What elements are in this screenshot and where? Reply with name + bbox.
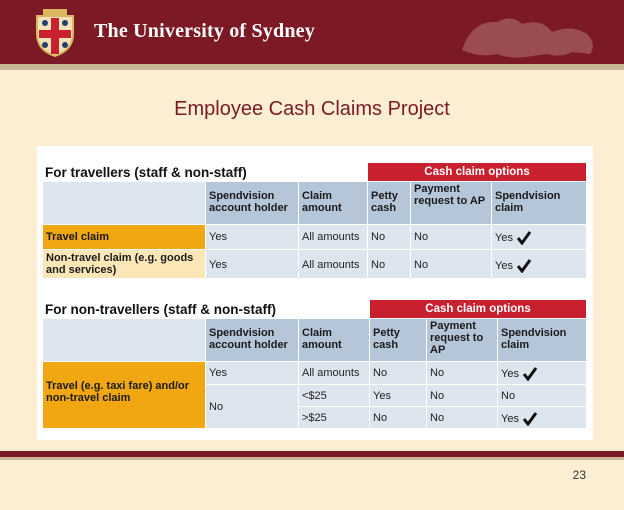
footer-divider-accent bbox=[0, 457, 624, 460]
col-header-amount: Claim amount bbox=[299, 182, 367, 224]
table-cell-value: Yes bbox=[495, 231, 513, 244]
col-header-claim: Spendvision claim bbox=[492, 182, 586, 224]
table-cell: No bbox=[427, 407, 497, 428]
claims-table-panel bbox=[37, 146, 593, 440]
table-cell: No bbox=[370, 407, 426, 428]
col-header-ap: Payment request to AP bbox=[427, 319, 497, 361]
row-label-travel-claim: Travel claim bbox=[43, 225, 205, 249]
row-label-travel-non-travel: Travel (e.g. taxi fare) and/or non-travel claim bbox=[43, 362, 205, 428]
table-cell: No bbox=[427, 385, 497, 406]
table-cell-value: Yes bbox=[501, 367, 519, 380]
table-cell: No bbox=[498, 385, 586, 406]
col-header-petty: Petty cash bbox=[370, 319, 426, 361]
row-label-non-travel-claim: Non-travel claim (e.g. goods and services) bbox=[43, 250, 205, 278]
table-cell: Yes bbox=[206, 250, 298, 278]
col-header-holder: Spendvision account holder bbox=[206, 319, 298, 361]
cash-claim-options-band: Cash claim options bbox=[370, 300, 586, 318]
table-cell: No bbox=[370, 362, 426, 384]
col-header-ap: Payment request to AP bbox=[411, 182, 491, 224]
table-cell: <$25 bbox=[299, 385, 369, 406]
table-cell-value: Yes bbox=[501, 412, 519, 425]
table-cell: Yes bbox=[206, 362, 298, 384]
checkmark-icon bbox=[522, 412, 538, 426]
table-cell: Yes bbox=[370, 385, 426, 406]
section-heading-non-travellers: For non-travellers (staff & non-staff) bbox=[45, 302, 277, 317]
col-header-claim: Spendvision claim bbox=[498, 319, 586, 361]
header-blank-cell bbox=[43, 182, 205, 224]
table-cell: All amounts bbox=[299, 225, 367, 249]
table-cell: No bbox=[411, 225, 491, 249]
slide-title: Employee Cash Claims Project bbox=[174, 98, 450, 120]
col-header-amount: Claim amount bbox=[299, 319, 369, 361]
table-cell: No bbox=[368, 225, 410, 249]
checkmark-icon bbox=[516, 259, 532, 273]
page-number: 23 bbox=[572, 468, 586, 482]
section-heading-travellers: For travellers (staff & non-staff) bbox=[45, 165, 247, 180]
cash-claim-options-band: Cash claim options bbox=[368, 163, 586, 181]
table-cell: All amounts bbox=[299, 362, 369, 384]
header-blank-cell bbox=[43, 319, 205, 361]
table-cell-claim bbox=[492, 225, 586, 249]
table-cell-claim bbox=[498, 407, 586, 428]
checkmark-icon bbox=[522, 367, 538, 381]
checkmark-icon bbox=[516, 231, 532, 245]
table-cell: No bbox=[368, 250, 410, 278]
col-header-holder: Spendvision account holder bbox=[206, 182, 298, 224]
header-bar bbox=[0, 0, 624, 64]
table-cell: No bbox=[427, 362, 497, 384]
table-cell: No bbox=[206, 385, 298, 428]
table-cell: No bbox=[411, 250, 491, 278]
table-cell: Yes bbox=[206, 225, 298, 249]
col-header-petty: Petty cash bbox=[368, 182, 410, 224]
header-divider bbox=[0, 64, 624, 70]
university-name: The University of Sydney bbox=[94, 20, 315, 42]
university-crest-icon bbox=[33, 8, 77, 58]
table-cell-value: Yes bbox=[495, 259, 513, 272]
lion-emblem-icon bbox=[452, 10, 602, 62]
table-cell: >$25 bbox=[299, 407, 369, 428]
table-cell-claim bbox=[492, 250, 586, 278]
table-cell: All amounts bbox=[299, 250, 367, 278]
table-cell-claim bbox=[498, 362, 586, 384]
